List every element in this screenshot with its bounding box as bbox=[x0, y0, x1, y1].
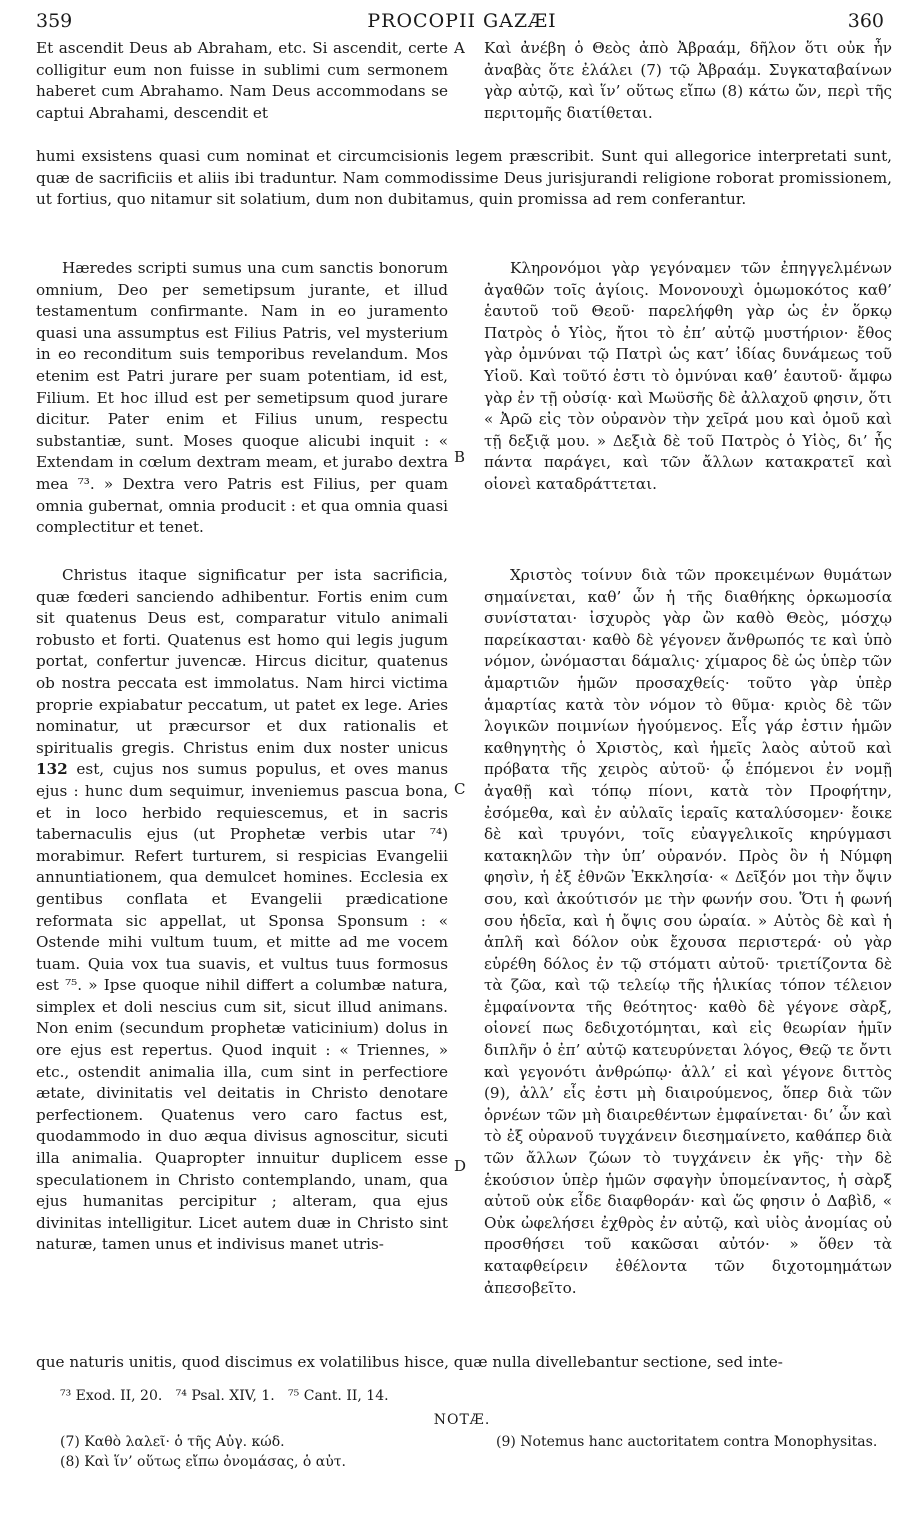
column-number: 132 bbox=[36, 760, 68, 779]
note-8: (8) Καὶ ἵν’ οὕτως εἴπω ὀνομάσας, ὁ αὐτ. bbox=[60, 1454, 346, 1470]
notes-heading: NOTÆ. bbox=[433, 1412, 491, 1428]
latin-paragraph-3 bbox=[36, 565, 448, 1256]
margin-marker-d: D bbox=[454, 1157, 467, 1175]
latin-paragraph-3-text: Christus itaque significatur per ista sacrificia, quæ fœderi sanciendo adhibentur. Fortis enim cum sit quatenus Deus est, comparatur vitulo animali robusto et forti. Quatenus est homo qui legis jugum portat, confertur juvencæ. Hircus dicitur, quatenus ob nostra peccata est immolatus. Nam hirci victima proprie expiabatur peccatum, ut patet ex lege. Aries nominatur, ut præcursor et dux rationalis et spiritualis gregis. Christus enim dux noster unicus bbox=[36, 566, 448, 757]
latin-paragraph-2: Hæredes scripti sumus una cum sanctis bonorum omnium, Deo per semetipsum jurante, et illud testamentum confirmante. Nam in eo juramento quasi una assumptus est Filius Patris, vel mysterium in eo reconditum suis temporibus revelandum. Mos etenim est Patri jurare per suam potentiam, id est, Filium. Et hoc illud est per semetipsum quod jurare dicitur. Pater enim et Filius unum, respectu substantiæ, sunt. Moses quoque alicubi inquit : « Extendam in cœlum dextram meam, et jurabo dextra mea ⁷³. » Dextra vero Patris est Filius, per quam omnia gubernat, omnia producit : et qua omnia quasi complectitur et tenet. bbox=[36, 259, 448, 537]
margin-marker-c: C bbox=[454, 780, 466, 798]
greek-paragraph-3: Χριστὸς τοίνυν διὰ τῶν προκειμένων θυμάτων σημαίνεται, καθ’ ὧν ἡ τῆς διαθήκης ὁρκωμοσία συνίσταται· ἰσχυρὸς γὰρ ὢν καθὸ Θεὸς, μόσχῳ παρείκασται· καθὸ δὲ γέγονεν ἄνθρωπός τε καὶ ὑπὸ νόμον, ὠνόμασται δάμαλις· χίμαρος δὲ ὡς ὑπὲρ τῶν ἁμαρτιῶν ἡμῶν προσαχθείς· τοῦτο γὰρ ὑπὲρ ἁμαρτίας κατὰ τὸν νόμον τὸ θῦμα· κριὸς δὲ τῶν λογικῶν ποιμνίων ἡγούμενος. Εἷς γάρ ἐστιν ἡμῶν καθηγητὴς ὁ Χριστὸς, καὶ ἡμεῖς λαὸς αὐτοῦ καὶ πρόβατα τῆς χειρὸς αὐτοῦ· ᾧ ἑπόμενοι ἐν νομῇ ἀγαθῇ καὶ τόπῳ πίονι, κατὰ τὸν Προφήτην, ἐσόμεθα, καὶ ἐν αὐλαῖς ἱεραῖς καταλύσομεν· ἔοικε δὲ καὶ τρυγόνι, τοῖς εὐαγγελικοῖς κηρύγμασι κατακηλῶν τὴν ὑπ’ οὐρανόν. Πρὸς ὃν ἡ Νύμφη φησὶν, ἡ ἐξ ἐθνῶν Ἐκκλησία· « Δεῖξόν μοι τὴν ὄψιν σου, καὶ ἀκούτισόν με τὴν φωνήν σου. Ὅτι ἡ φωνή σου ἡδεῖα, καὶ ἡ ὄψις σου ὡραία. » Αὐτὸς δὲ καὶ ἡ ἁπλῆ καὶ δόλον οὐκ ἔχουσα περιστερά· οὐ γὰρ εὑρέθη δόλος ἐν τῷ στόματι αὐτοῦ· τριετίζοντα δὲ τὰ ζῶα, καὶ τῷ τελείῳ τῆς ἡλικίας τόπον τέλειον ἐμφαίνοντα τῆς θεότητος· καθὸ δὲ γέγονε σὰρξ, οἱονεί πως δεδιχοτόμηται, καὶ εἰς θεωρίαν ἡμῖν διπλῆν ὁ ἐπ’ αὐτῷ κατευρύνεται λόγος, Θεῷ τε ὄντι καὶ γεγονότι ἀνθρώπῳ· ἀλλ’ εἰ καὶ γέγονε διττὸς (9), ἀλλ’ εἷς ἐστι μὴ διαιρούμενος, ὅπερ διὰ τῶν ὀρνέων τῶν μὴ διαιρεθέντων ἐμφαίνεται· δι’ ὧν καὶ τὸ ἐξ οὐρανοῦ τυγχάνειν διεσημαίνετο, καθάπερ διὰ τῶν ἄλλων ζώων τὸ τυγχάνειν ἐκ γῆς· τὴν δὲ ἑκούσιον ὑπὲρ ἡμῶν σφαγὴν ὑπομείναντος, ἡ σὰρξ αὐτοῦ οὐκ εἶδε διαφθοράν· καὶ ὥς φησιν ὁ Δαβὶδ, « Οὐκ ὠφελήσει ἐχθρὸς ἐν αὐτῷ, καὶ υἱὸς ἀνομίας οὐ προσθήσει τοῦ κακῶσαι αὐτόν· » ὅθεν τὰ καταφθείρειν ἐθέλοντα τῶν διχοτομημάτων ἀπεσοβεῖτο. bbox=[484, 566, 892, 1297]
page-number-right: 360 bbox=[847, 10, 884, 32]
margin-marker-a: A bbox=[454, 39, 465, 57]
latin-paragraph-3-end: que naturis unitis, quod discimus ex volatilibus hisce, quæ nulla divellebantur sectione, sed inte- bbox=[36, 1353, 783, 1371]
latin-paragraph-1: Et ascendit Deus ab Abraham, etc. Si ascendit, certe colligitur eum non fuisse in sublimi cum sermonem haberet cum Abrahamo. Nam Deus accommodans se captui Abrahami, descendit et bbox=[36, 39, 448, 122]
page-number-left: 359 bbox=[36, 10, 73, 32]
greek-paragraph-2: Κληρονόμοι γὰρ γεγόναμεν τῶν ἐπηγγελμένων ἀγαθῶν τοῖς ἁγίοις. Μονονουχὶ ὁμωμοκότος καθ’ ἑαυτοῦ τοῦ Θεοῦ· παρελήφθη γὰρ ὡς ἐν ὅρκῳ Πατρὸς ὁ Υἱὸς, ἤτοι τὸ ἐπ’ αὐτῷ μυστήριον· ἔθος γὰρ ὀμνύναι τῷ Πατρὶ ὡς κατ’ ἰδίας δυνάμεως τοῦ Υἱοῦ. Καὶ τοῦτό ἐστι τὸ ὀμνύναι καθ’ ἑαυτοῦ· ἄμφω γὰρ ἐν τῇ οὐσίᾳ· καὶ Μωϋσῆς δὲ ἀλλαχοῦ φησιν, ὅτι « Ἀρῶ εἰς τὸν οὐρανὸν τὴν χεῖρά μου καὶ ὀμοῦ καὶ τῇ δεξιᾷ μου. » Δεξιὰ δὲ τοῦ Πατρὸς ὁ Υἱὸς, δι’ ἧς πάντα παράγει, καὶ τῶν ἄλλων κατακρατεῖ καὶ οἱονεὶ καταδράττεται. bbox=[484, 259, 892, 493]
latin-paragraph-1-continued: humi exsistens quasi cum nominat et circumcisionis legem præscribit. Sunt qui allegorice interpretati sunt, quæ de sacrificiis et aliis ibi traduntur. Nam commodissime Deus jurisjurandi religione roborat promissionem, ut fortius, quo nitamur sit solatium, dum non dubitamus, quin promissa ad rem conferantur. bbox=[36, 147, 892, 209]
note-9: (9) Notemus hanc auctoritatem contra Monophysitas. bbox=[496, 1434, 878, 1450]
latin-paragraph-3-text-continued: est, cujus nos sumus populus, et oves manus ejus : hunc dum sequimur, inveniemus pascua bona, et in loco herbido requiescemus, et in sacris tabernaculis ejus (ut Prophetæ verbis utar ⁷⁴) morabimur. Refert turturem, si respicias Evangelii annuntiationem, qua demulcet homines. Ecclesia ex gentibus conflata et Evangelii prædicatione reformata sic appellat, ut Sponsa Sponsum : « Ostende mihi vultum tuum, et mitte ad me vocem tuam. Quia vox tua suavis, et vultus tuus formosus est ⁷⁵. » Ipse quoque nihil differt a columbæ natura, simplex et doli nescius cum sit, sicut illud animans. Non enim (secundum prophetæ vaticinium) dolus in ore ejus est repertus. Quod inquit : « Triennes, » etc., ostendit animalia illa, cum sint in perfectiore ætate, divinitatis vel deitatis in Christo denotare perfectionem. Quatenus vero caro factus est, quodammodo in duo æqua divisus agnoscitur, sicuti illa animalia. Quapropter innuitur duplicem esse speculationem in Christo contemplando, unam, qua ejus humanitas percipitur ; alteram, qua ejus divinitas intelligitur. Licet autem duæ in Christo sint naturæ, tamen unus et indivisus manet utris- bbox=[36, 760, 448, 1254]
scripture-references: ⁷³ Exod. II, 20. ⁷⁴ Psal. XIV, 1. ⁷⁵ Cant. II, 14. bbox=[60, 1388, 389, 1404]
running-title: PROCOPII GAZÆI bbox=[367, 10, 557, 32]
note-7: (7) Καθὸ λαλεῖ· ὁ τῆς Αὐγ. κώδ. bbox=[60, 1434, 285, 1450]
margin-marker-b: B bbox=[454, 448, 466, 466]
greek-paragraph-1: Καὶ ἀνέβη ὁ Θεὸς ἀπὸ Ἀβραάμ, δῆλον ὅτι οὐκ ἦν ἀναβὰς ὅτε ἐλάλει (7) τῷ Ἀβραάμ. Συγκαταβαίνων γὰρ αὐτῷ, καὶ ἵν’ οὕτως εἴπω (8) κάτω ὤν, περὶ τῆς περιτομῆς διατίθεται. bbox=[484, 39, 892, 122]
